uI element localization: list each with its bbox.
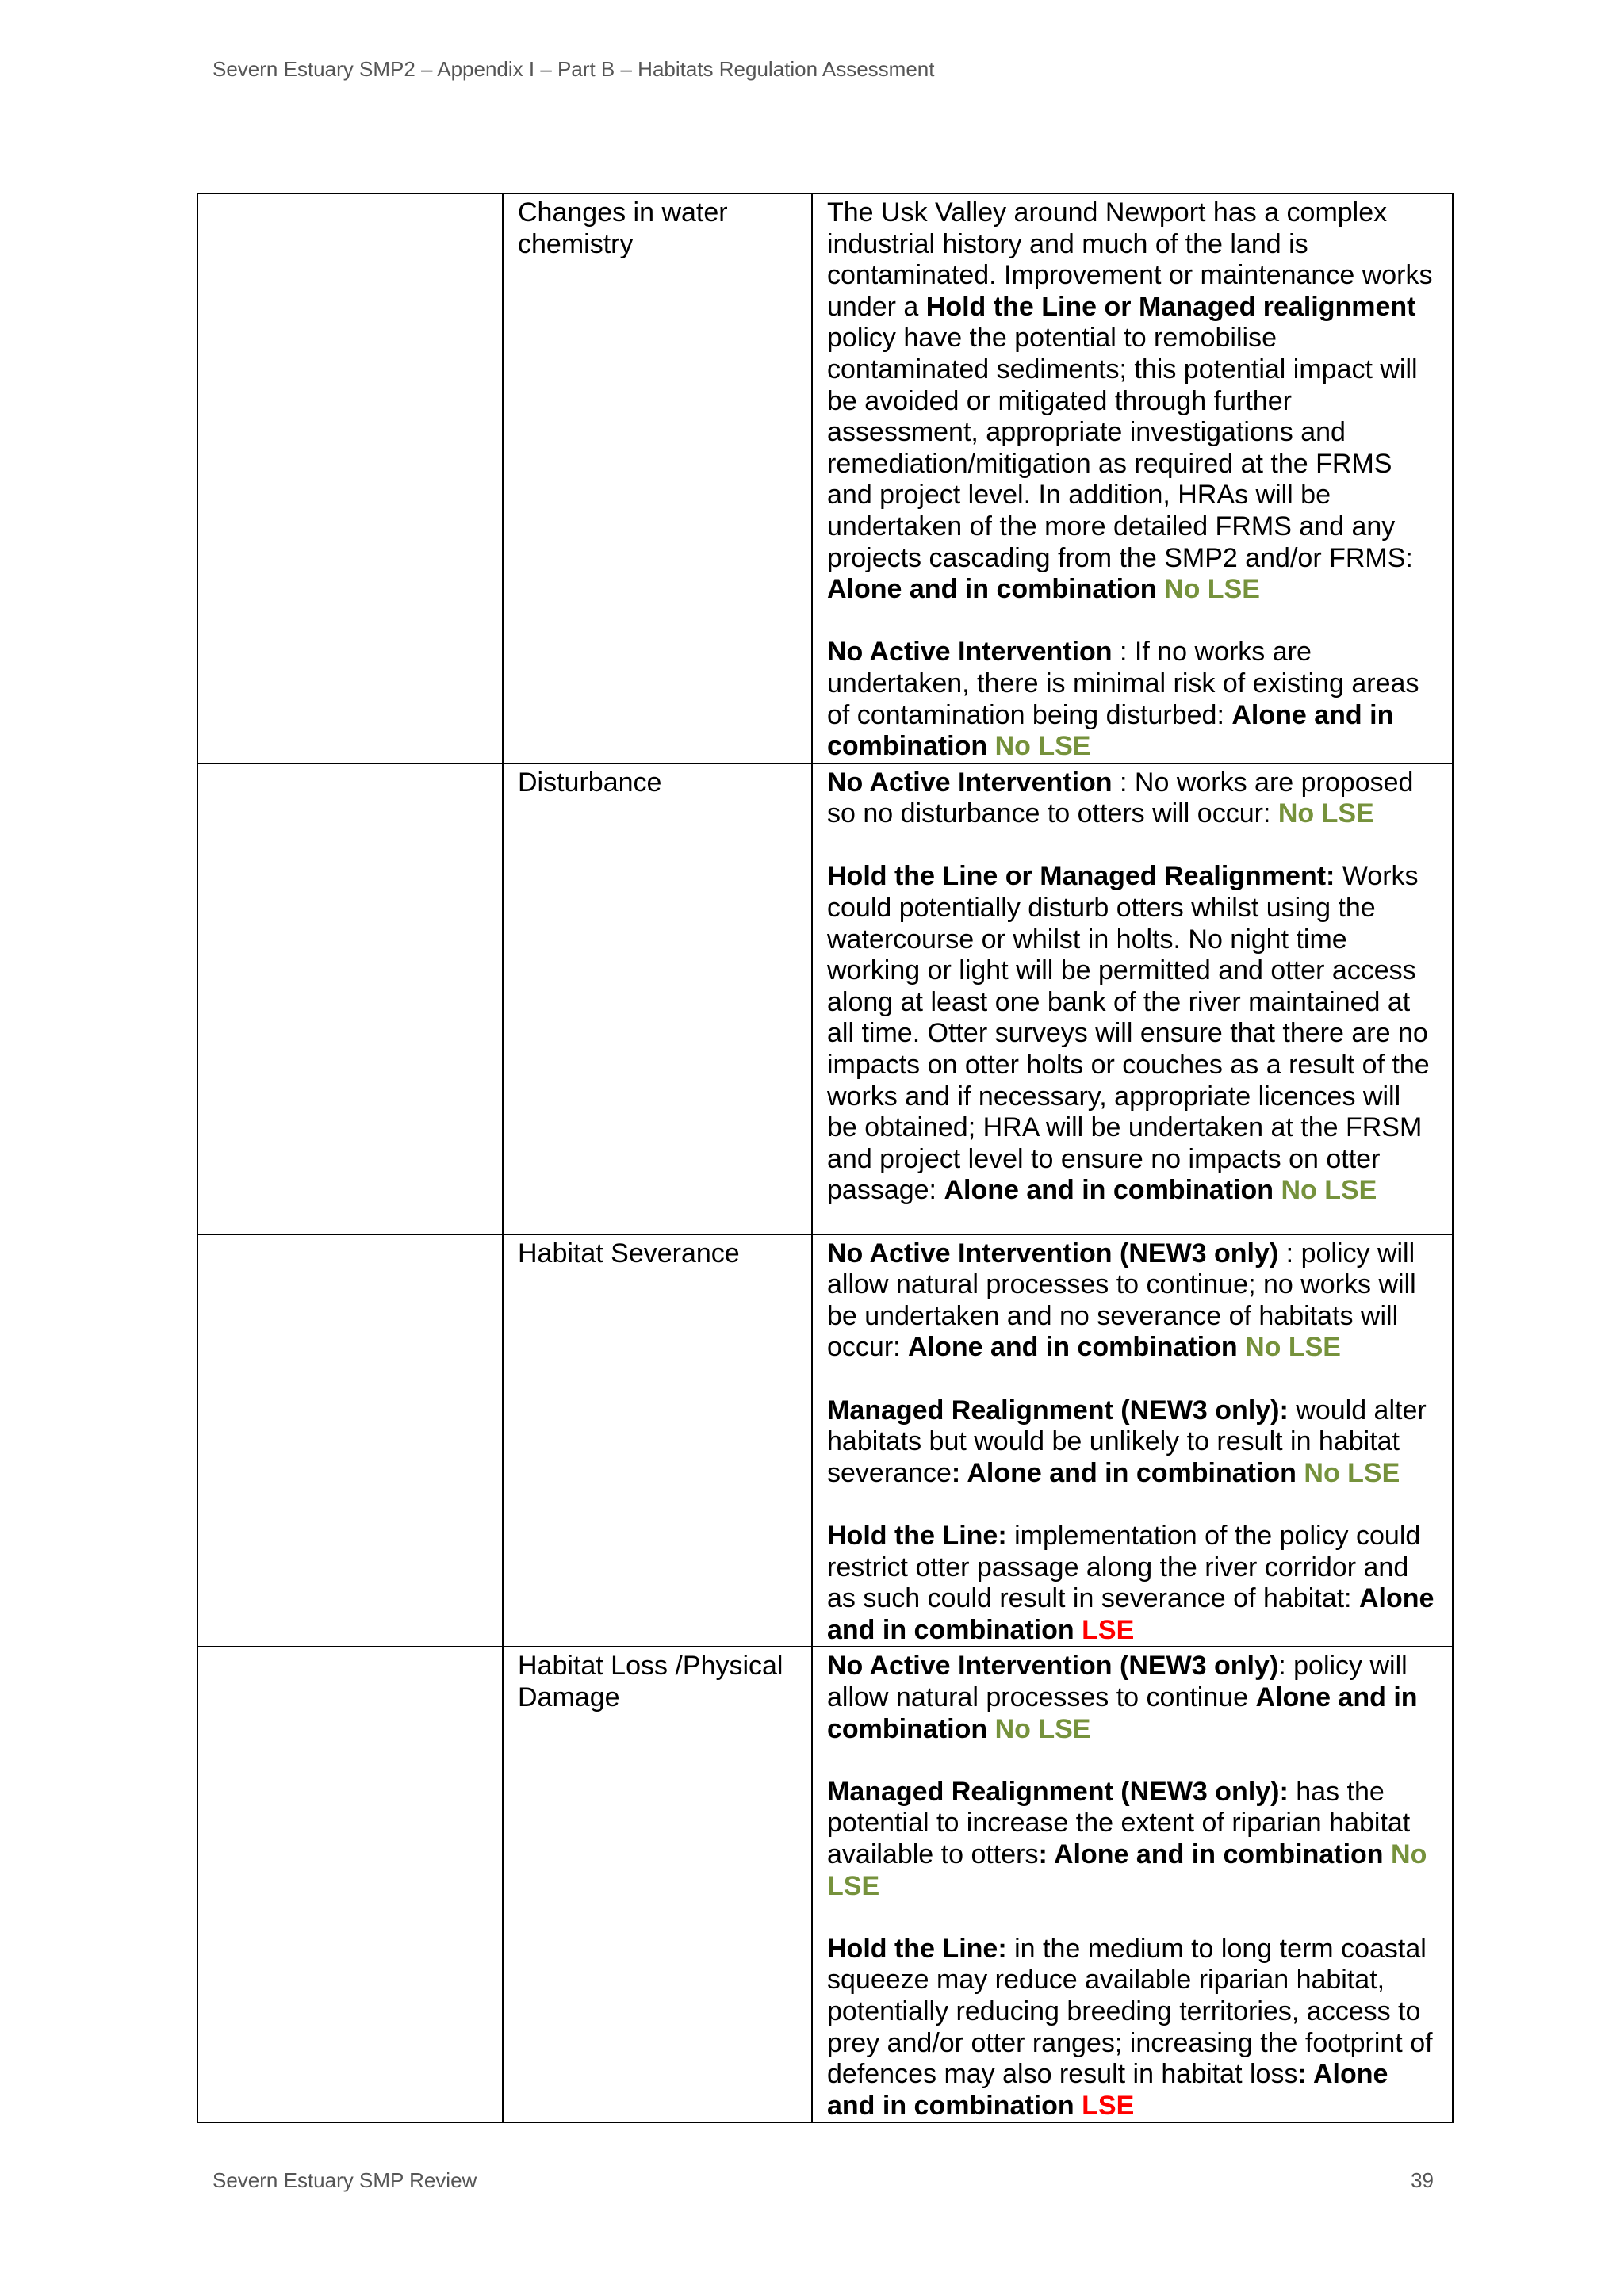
bold-text: : Alone and in combination — [951, 1457, 1297, 1488]
footer-title: Severn Estuary SMP Review — [213, 2168, 477, 2192]
body-text: : policy will allow natural processes to continue — [827, 1651, 1408, 1712]
bold-text: Alone and in combination — [908, 1332, 1238, 1363]
assessment-paragraph — [827, 767, 1438, 830]
bold-text: : Alone and in combination — [827, 2059, 1388, 2121]
body-text — [987, 731, 994, 761]
bold-text: No Active Intervention (NEW3 only) — [827, 1238, 1279, 1269]
body-text — [987, 1714, 994, 1744]
no-lse-verdict: No LSE — [1245, 1332, 1341, 1363]
table-row — [197, 193, 1453, 763]
bold-text: : Alone and in combination — [1038, 1839, 1384, 1869]
bold-text: Hold the Line or Managed Realignment: — [827, 861, 1335, 892]
body-text — [1238, 1332, 1245, 1362]
bold-text: Alone and in combination — [827, 1682, 1418, 1744]
impact-cell: Disturbance — [503, 763, 812, 1234]
body-text: : No works are proposed so no disturbance to otters will occur: — [827, 767, 1414, 829]
bold-text: No Active Intervention — [827, 637, 1113, 668]
bold-text: Hold the Line: — [827, 1933, 1007, 1964]
site-cell — [197, 763, 503, 1234]
assessment-cell — [812, 193, 1453, 763]
bold-text: Hold the Line: — [827, 1521, 1007, 1552]
assessment-cell — [812, 1234, 1453, 1647]
no-lse-verdict: No LSE — [1281, 1175, 1377, 1206]
body-text: has the potential to increase the extent of riparian habitat available to otters — [827, 1776, 1411, 1869]
impact-cell: Habitat Severance — [503, 1234, 812, 1647]
bold-text: Hold the Line or Managed realignment — [925, 291, 1416, 322]
bold-text: Managed Realignment (NEW3 only): — [827, 1776, 1289, 1807]
assessment-paragraph — [827, 637, 1438, 762]
assessment-paragraph — [827, 1651, 1438, 1745]
body-text: Works could potentially disturb otters whilst using the watercourse or whilst in holts. No night time working or light will be permitted and otter access along at least one bank of the river maintained at all time. Otter surveys will ensure that there are no impacts on otter holts or couches as a result of the works and if necessary, appropriate licences will be obtained; HRA will be undertaken at the FRSM and project level to ensure no impacts on otter passage: — [827, 861, 1430, 1206]
body-text — [1384, 1839, 1391, 1869]
body-text: in the medium to long term coastal squeeze may reduce available riparian habitat, potentially reducing breeding territories, access to prey and/or otter ranges; increasing the footprint of defences may also result in habitat loss — [827, 1933, 1433, 2090]
body-text — [1157, 574, 1164, 604]
bold-text: Alone and in combination — [827, 1583, 1434, 1645]
body-text — [1297, 1458, 1304, 1488]
bold-text: Managed Realignment (NEW3 only): — [827, 1395, 1289, 1425]
assessment-paragraph — [827, 197, 1438, 606]
body-text: The Usk Valley around Newport has a complex industrial history and much of the land is contaminated. Improvement or maintenance works under a — [827, 197, 1433, 322]
no-lse-verdict: No LSE — [827, 1839, 1427, 1901]
no-lse-verdict: No LSE — [1164, 574, 1260, 605]
assessment-paragraph — [827, 1934, 1438, 2122]
no-lse-verdict: No LSE — [994, 731, 1091, 762]
body-text: : If no works are undertaken, there is minimal risk of existing areas of contamination being disturbed: — [827, 637, 1419, 730]
bold-text: Alone and in combination — [944, 1175, 1274, 1206]
assessment-cell — [812, 763, 1453, 1234]
site-cell — [197, 193, 503, 763]
impact-cell: Habitat Loss /Physical Damage — [503, 1647, 812, 2122]
table-row — [197, 763, 1453, 1234]
site-cell — [197, 1234, 503, 1647]
assessment-paragraph — [827, 861, 1438, 1207]
table-row — [197, 1234, 1453, 1647]
page-number: 39 — [1411, 2168, 1434, 2192]
body-text: would alter habitats but would be unlikely to result in habitat severance — [827, 1395, 1427, 1488]
body-text: : policy will allow natural processes to continue; no works will be undertaken and no severance of habitats will occur: — [827, 1238, 1416, 1363]
lse-verdict: LSE — [1082, 1614, 1135, 1645]
assessment-paragraph — [827, 1238, 1438, 1364]
body-text — [1074, 2091, 1082, 2121]
no-lse-verdict: No LSE — [1304, 1457, 1400, 1488]
assessment-table — [197, 193, 1454, 2123]
body-text — [1074, 1615, 1082, 1645]
lse-verdict: LSE — [1082, 2090, 1135, 2121]
body-text: policy have the potential to remobilise contaminated sediments; this potential impact will be avoided or mitigated through further assessment, appropriate investigations and remediation/mitigation as required at the FRMS and project level. In addition, HRAs will be undertaken of the more detailed FRMS and any projects cascading from the SMP2 and/or FRMS: — [827, 323, 1418, 573]
assessment-cell — [812, 1647, 1453, 2122]
page-header: Severn Estuary SMP2 – Appendix I – Part B – Habitats Regulation Assessment — [213, 57, 935, 81]
assessment-paragraph — [827, 1777, 1438, 1902]
bold-text: No Active Intervention (NEW3 only) — [827, 1651, 1279, 1682]
assessment-paragraph — [827, 1521, 1438, 1646]
assessment-paragraph — [827, 1395, 1438, 1490]
bold-text: Alone and in combination — [827, 574, 1157, 605]
no-lse-verdict: No LSE — [1277, 798, 1374, 829]
body-text: implementation of the policy could restrict otter passage along the river corridor and as such could result in severance of habitat: — [827, 1521, 1421, 1614]
bold-text: No Active Intervention — [827, 767, 1113, 798]
site-cell — [197, 1647, 503, 2122]
table-row — [197, 1647, 1453, 2122]
no-lse-verdict: No LSE — [994, 1713, 1091, 1744]
bold-text: Alone and in combination — [827, 699, 1394, 762]
impact-cell: Changes in water chemistry — [503, 193, 812, 763]
